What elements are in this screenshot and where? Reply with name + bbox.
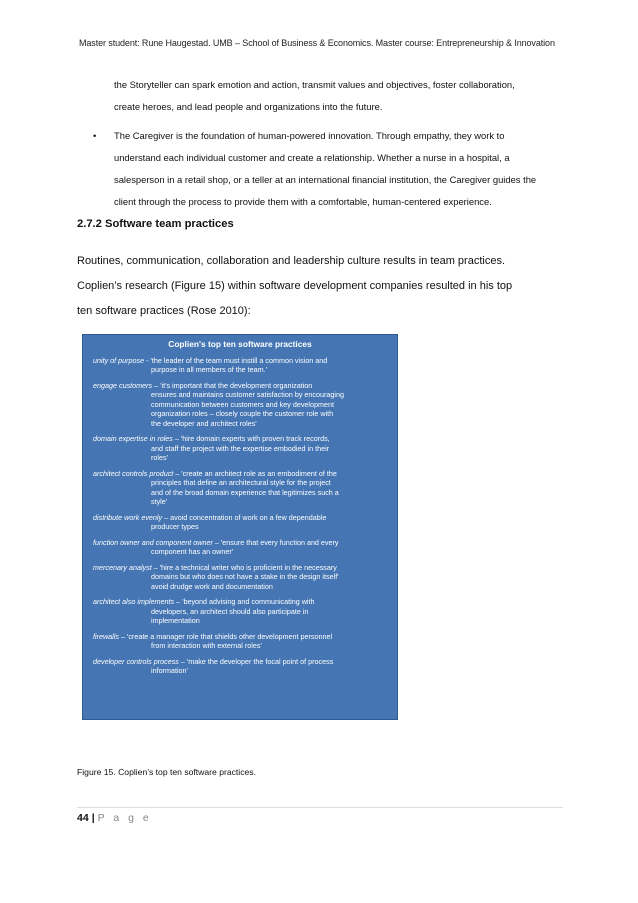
practice-text: – avoid concentration of work on a few dependable <box>162 512 327 522</box>
practice-continuation: developers, an architect should also participate in <box>151 606 309 616</box>
page-number: 44 <box>77 812 89 824</box>
practice-item <box>83 434 397 463</box>
practice-continuation: information' <box>151 666 188 675</box>
practice-continuation: organization roles – closely couple the customer role with <box>151 409 334 418</box>
text-line: Coplien’s research (Figure 15) within software development companies resulted in his top <box>77 280 513 292</box>
practice-item <box>83 632 397 651</box>
bullet-icon: • <box>93 130 97 141</box>
practice-term: distribute work evenly <box>93 512 163 522</box>
practice-text: – 'create a manager role that shields other development personnel <box>118 631 333 641</box>
practice-continuation: roles' <box>151 453 168 462</box>
page-header: Master student: Rune Haugestad. UMB – School of Business & Economics. Master course: Entrepreneurship & Innovation <box>79 38 555 48</box>
continuation-text <box>114 74 564 118</box>
practice-first-line <box>93 356 389 366</box>
bullet-text <box>114 125 564 213</box>
practice-term: engage customers <box>93 380 153 390</box>
practice-term: function owner and component owner <box>93 537 213 547</box>
text-line: salesperson in a retail shop, or a teller at an international financial institution, the Caregiver guides the <box>114 174 537 185</box>
practice-term: mercenary analyst <box>93 562 152 572</box>
practice-item <box>83 513 397 532</box>
practice-first-line <box>93 434 389 444</box>
practice-continuation: domains but who does not have a stake in the design itself' <box>151 572 339 581</box>
practice-text: – 'hire a technical writer who is proficient in the necessary <box>151 562 337 572</box>
practice-continuation: purpose in all members of the team.' <box>151 365 268 374</box>
practice-term: architect controls product <box>93 468 174 478</box>
figure-practices <box>82 334 398 720</box>
practice-continuation: avoid drudge work and documentation <box>151 581 273 591</box>
practice-item <box>83 563 397 592</box>
practice-continuation: communication between customers and key development <box>151 399 334 409</box>
practice-term: firewalls <box>93 631 119 641</box>
practice-list <box>83 356 397 676</box>
footer-separator: | <box>91 812 95 824</box>
practice-first-line <box>93 513 389 523</box>
practice-term: architect also implements <box>93 597 175 606</box>
practice-item <box>83 356 397 375</box>
practice-continuation: style' <box>151 497 168 506</box>
practice-continuation: and staff the project with the expertise embodied in their <box>151 443 330 453</box>
practice-first-line <box>93 597 389 607</box>
text-line: create heroes, and lead people and organizations into the future. <box>114 101 383 112</box>
footer-divider <box>77 807 563 808</box>
practice-item <box>83 469 397 507</box>
practice-first-line <box>93 563 389 573</box>
practice-first-line <box>93 632 389 642</box>
practice-continuation: principles that define an architectural style for the project <box>151 478 331 487</box>
text-line: the Storyteller can spark emotion and action, transmit values and objectives, foster collaboration, <box>114 79 515 90</box>
practice-text: – 'ensure that every function and every <box>212 537 339 547</box>
text-line: Routines, communication, collaboration and leadership culture results in team practices. <box>77 255 505 267</box>
practice-item <box>83 597 397 626</box>
practice-text: – 'hire domain experts with proven track records, <box>172 434 330 443</box>
practice-first-line <box>93 657 389 667</box>
practice-continuation: ensures and maintains customer satisfaction by encouraging <box>151 390 344 399</box>
practice-continuation: from interaction with external roles' <box>151 641 262 650</box>
text-line: The Caregiver is the foundation of human-powered innovation. Through empathy, they work to <box>114 130 505 141</box>
page-footer <box>77 812 152 824</box>
practice-text: – 'create an architect role as an embodiment of the <box>173 468 337 478</box>
practice-continuation: implementation <box>151 616 200 625</box>
practice-item <box>83 381 397 429</box>
text-line: client through the process to provide them with a comfortable, human-centered experience. <box>114 196 492 207</box>
practice-continuation: and of the broad domain experience that legitimizes such a <box>151 487 339 497</box>
practice-term: developer controls process <box>93 656 179 666</box>
practice-item <box>83 538 397 557</box>
practice-term: unity of purpose <box>93 355 145 365</box>
practice-item <box>83 657 397 676</box>
figure-caption: Figure 15. Coplien’s top ten software practices. <box>77 767 256 777</box>
practice-first-line <box>93 538 389 548</box>
practice-text: – 'beyond advising and communicating with <box>174 597 315 606</box>
practice-text: - 'the leader of the team must instill a common vision and <box>144 355 328 365</box>
practice-term: domain expertise in roles <box>93 434 173 443</box>
page-label: P a g e <box>97 812 152 824</box>
body-paragraph <box>77 249 557 324</box>
figure-title: Coplien's top ten software practices <box>168 339 312 349</box>
practice-continuation: the developer and architect roles' <box>151 418 257 428</box>
practice-first-line <box>93 381 389 391</box>
practice-text: – 'it's important that the development organization <box>152 380 313 390</box>
practice-text: – 'make the developer the focal point of process <box>178 656 334 666</box>
section-heading: 2.7.2 Software team practices <box>77 218 234 230</box>
practice-continuation: producer types <box>151 522 199 531</box>
text-line: understand each individual customer and create a relationship. Whether a nurse in a hospital, a <box>114 152 510 163</box>
text-line: ten software practices (Rose 2010): <box>77 305 251 317</box>
practice-first-line <box>93 469 389 479</box>
practice-continuation: component has an owner' <box>151 547 234 556</box>
